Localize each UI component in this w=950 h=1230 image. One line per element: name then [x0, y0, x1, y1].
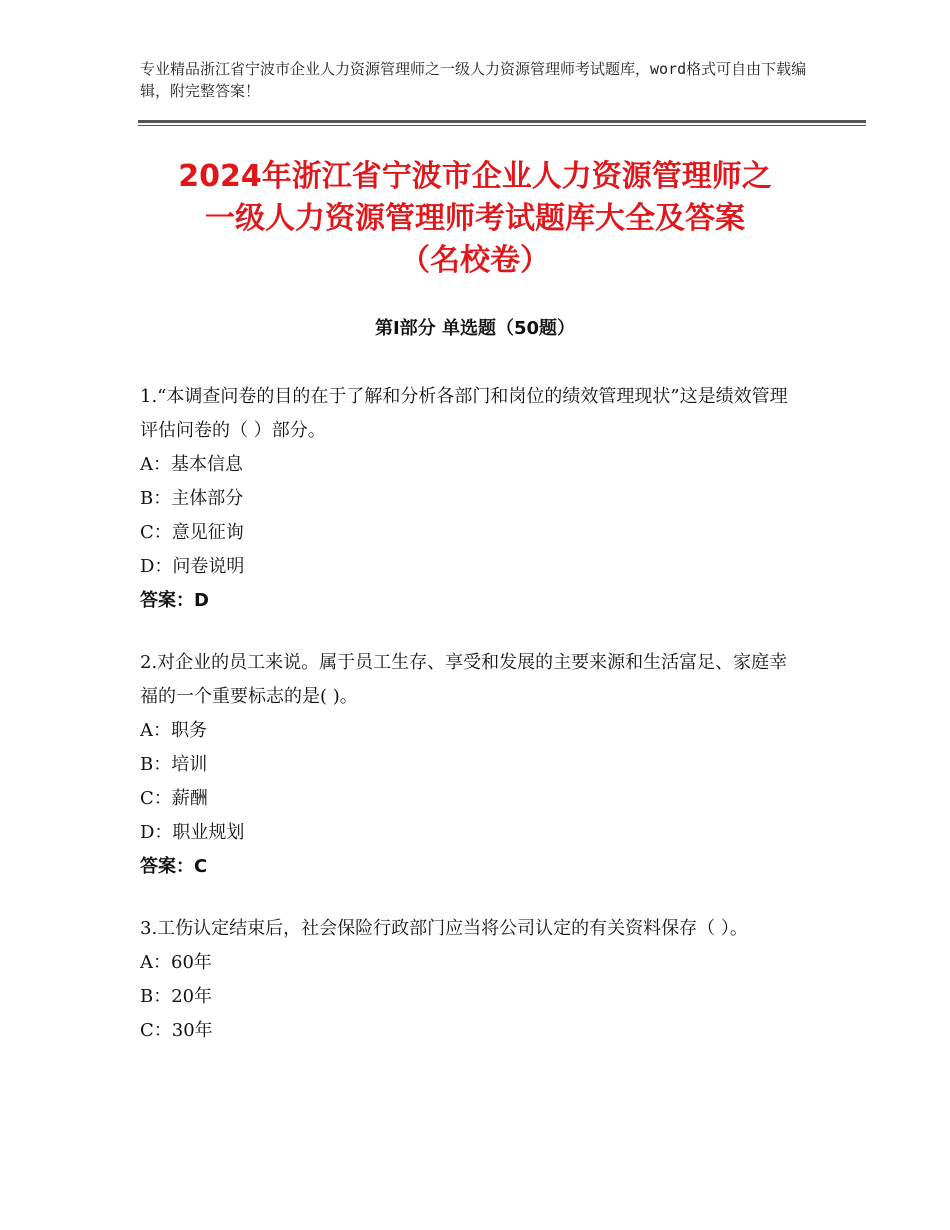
- section-heading: 第Ⅰ部分 单选题（50题）: [374, 318, 575, 339]
- question-list: [140, 380, 800, 1076]
- question-1: [140, 380, 800, 618]
- header-divider-thick: [138, 120, 866, 123]
- question-stem: 1.“本调查问卷的目的在于了解和分析各部门和岗位的绩效管理现状”这是绩效管理评估问卷的（ ）部分。: [140, 386, 788, 441]
- option-b: B：培训: [140, 754, 208, 775]
- answer: 答案：C: [140, 856, 208, 877]
- answer: 答案：D: [140, 590, 209, 611]
- header-note: 专业精品浙江省宁波市企业人力资源管理师之一级人力资源管理师考试题库，word格式可自由下载编辑，附完整答案！: [140, 60, 807, 100]
- question-stem: 2.对企业的员工来说。属于员工生存、享受和发展的主要来源和生活富足、家庭幸福的一个重要标志的是( )。: [140, 652, 788, 707]
- option-d: D：职业规划: [140, 822, 245, 843]
- option-a: A：60年: [140, 952, 212, 973]
- option-c: C：薪酬: [140, 788, 208, 809]
- question-3: [140, 912, 800, 1048]
- question-2: [140, 646, 800, 884]
- document-title-line-2: 一级人力资源管理师考试题库大全及答案: [205, 201, 745, 236]
- document-title: [120, 156, 830, 282]
- option-c: C：30年: [140, 1020, 213, 1041]
- option-d: D：问卷说明: [140, 556, 245, 577]
- option-a: A：职务: [140, 720, 207, 741]
- document-title-line-3: （名校卷）: [400, 243, 550, 278]
- option-b: B：主体部分: [140, 488, 244, 509]
- option-c: C：意见征询: [140, 522, 244, 543]
- header-divider-thin: [138, 125, 866, 126]
- document-title-line-1: 2024年浙江省宁波市企业人力资源管理师之: [178, 159, 772, 194]
- question-stem: 3.工伤认定结束后，社会保险行政部门应当将公司认定的有关资料保存（ ）。: [140, 918, 748, 939]
- option-a: A：基本信息: [140, 454, 243, 475]
- option-b: B：20年: [140, 986, 213, 1007]
